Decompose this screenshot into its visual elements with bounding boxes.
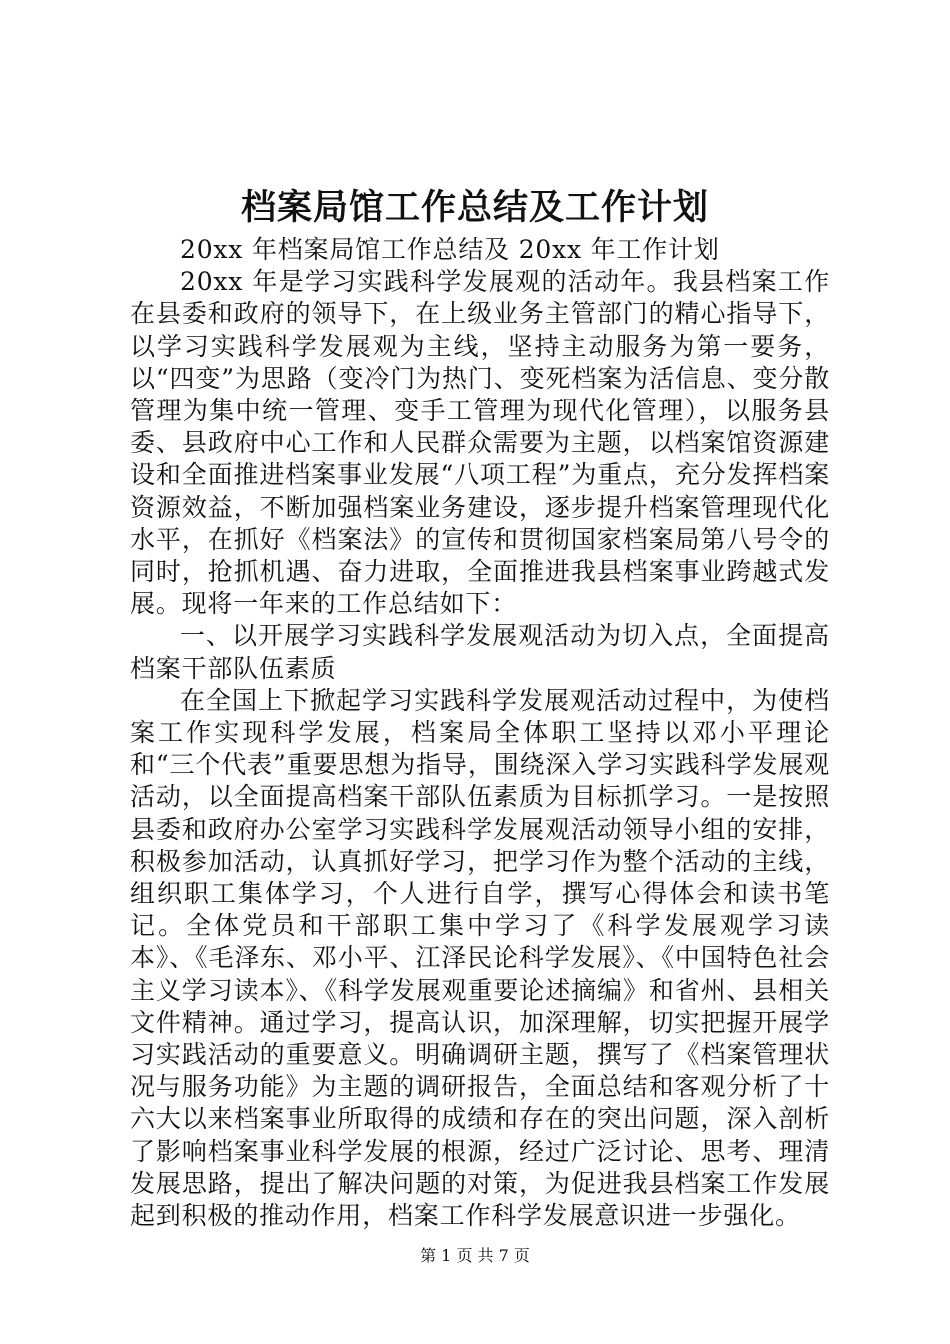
intro-paragraph: 20xx 年是学习实践科学发展观的活动年。我县档案工作在县委和政府的领导下，在上级业务主管部门的精心指导下，以学习实践科学发展观为主线，坚持主动服务为第一要务，以“四变”为思路（变冷门为热门、变死档案为活信息、变分散管理为集中统一管理、变手工管理为现代化管理），以服务县委、县政府中心工作和人民群众需要为主题，以档案馆资源建设和全面推进档案事业发展“八项工程”为重点，充分发挥档案资源效益，不断加强档案业务建设，逐步提升档案管理现代化水平，在抓好《档案法》的宣传和贯彻国家档案局第八号令的同时，抢抓机遇、奋力进取，全面推进我县档案事业跨越式发展。现将一年来的工作总结如下： xyxy=(130,267,830,619)
document-title: 档案局馆工作总结及工作计划 xyxy=(240,187,709,228)
subtitle-paragraph: 20xx 年档案局馆工作总结及 20xx 年工作计划 xyxy=(180,235,720,264)
section-heading: 一、以开展学习实践科学发展观活动为切入点，全面提高档案干部队伍素质 xyxy=(130,621,830,683)
document-body xyxy=(130,234,830,1232)
page-number-footer: 第 1 页 共 7 页 xyxy=(420,1246,530,1265)
section-paragraph: 在全国上下掀起学习实践科学发展观活动过程中，为使档案工作实现科学发展，档案局全体职工坚持以邓小平理论和“三个代表”重要思想为指导，围绕深入学习实践科学发展观活动，以全面提高档案干部队伍素质为目标抓学习。一是按照县委和政府办公室学习实践科学发展观活动领导小组的安排，积极参加活动，认真抓好学习，把学习作为整个活动的主线，组织职工集体学习，个人进行自学，撰写心得体会和读书笔记。全体党员和干部职工集中学习了《科学发展观学习读本》、《毛泽东、邓小平、江泽民论科学发展》、《中国特色社会主义学习读本》、《科学发展观重要论述摘编》和省州、县相关文件精神。通过学习，提高认识，加深理解，切实把握开展学习实践活动的重要意义。明确调研主题，撰写了《档案管理状况与服务功能》为主题的调研报告，全面总结和客观分析了十六大以来档案事业所取得的成绩和存在的突出问题，深入剖析了影响档案事业科学发展的根源，经过广泛讨论、思考、理清发展思路，提出了解决问题的对策，为促进我县档案工作发展起到积极的推动作用，档案工作科学发展意识进一步强化。 xyxy=(130,685,830,1231)
